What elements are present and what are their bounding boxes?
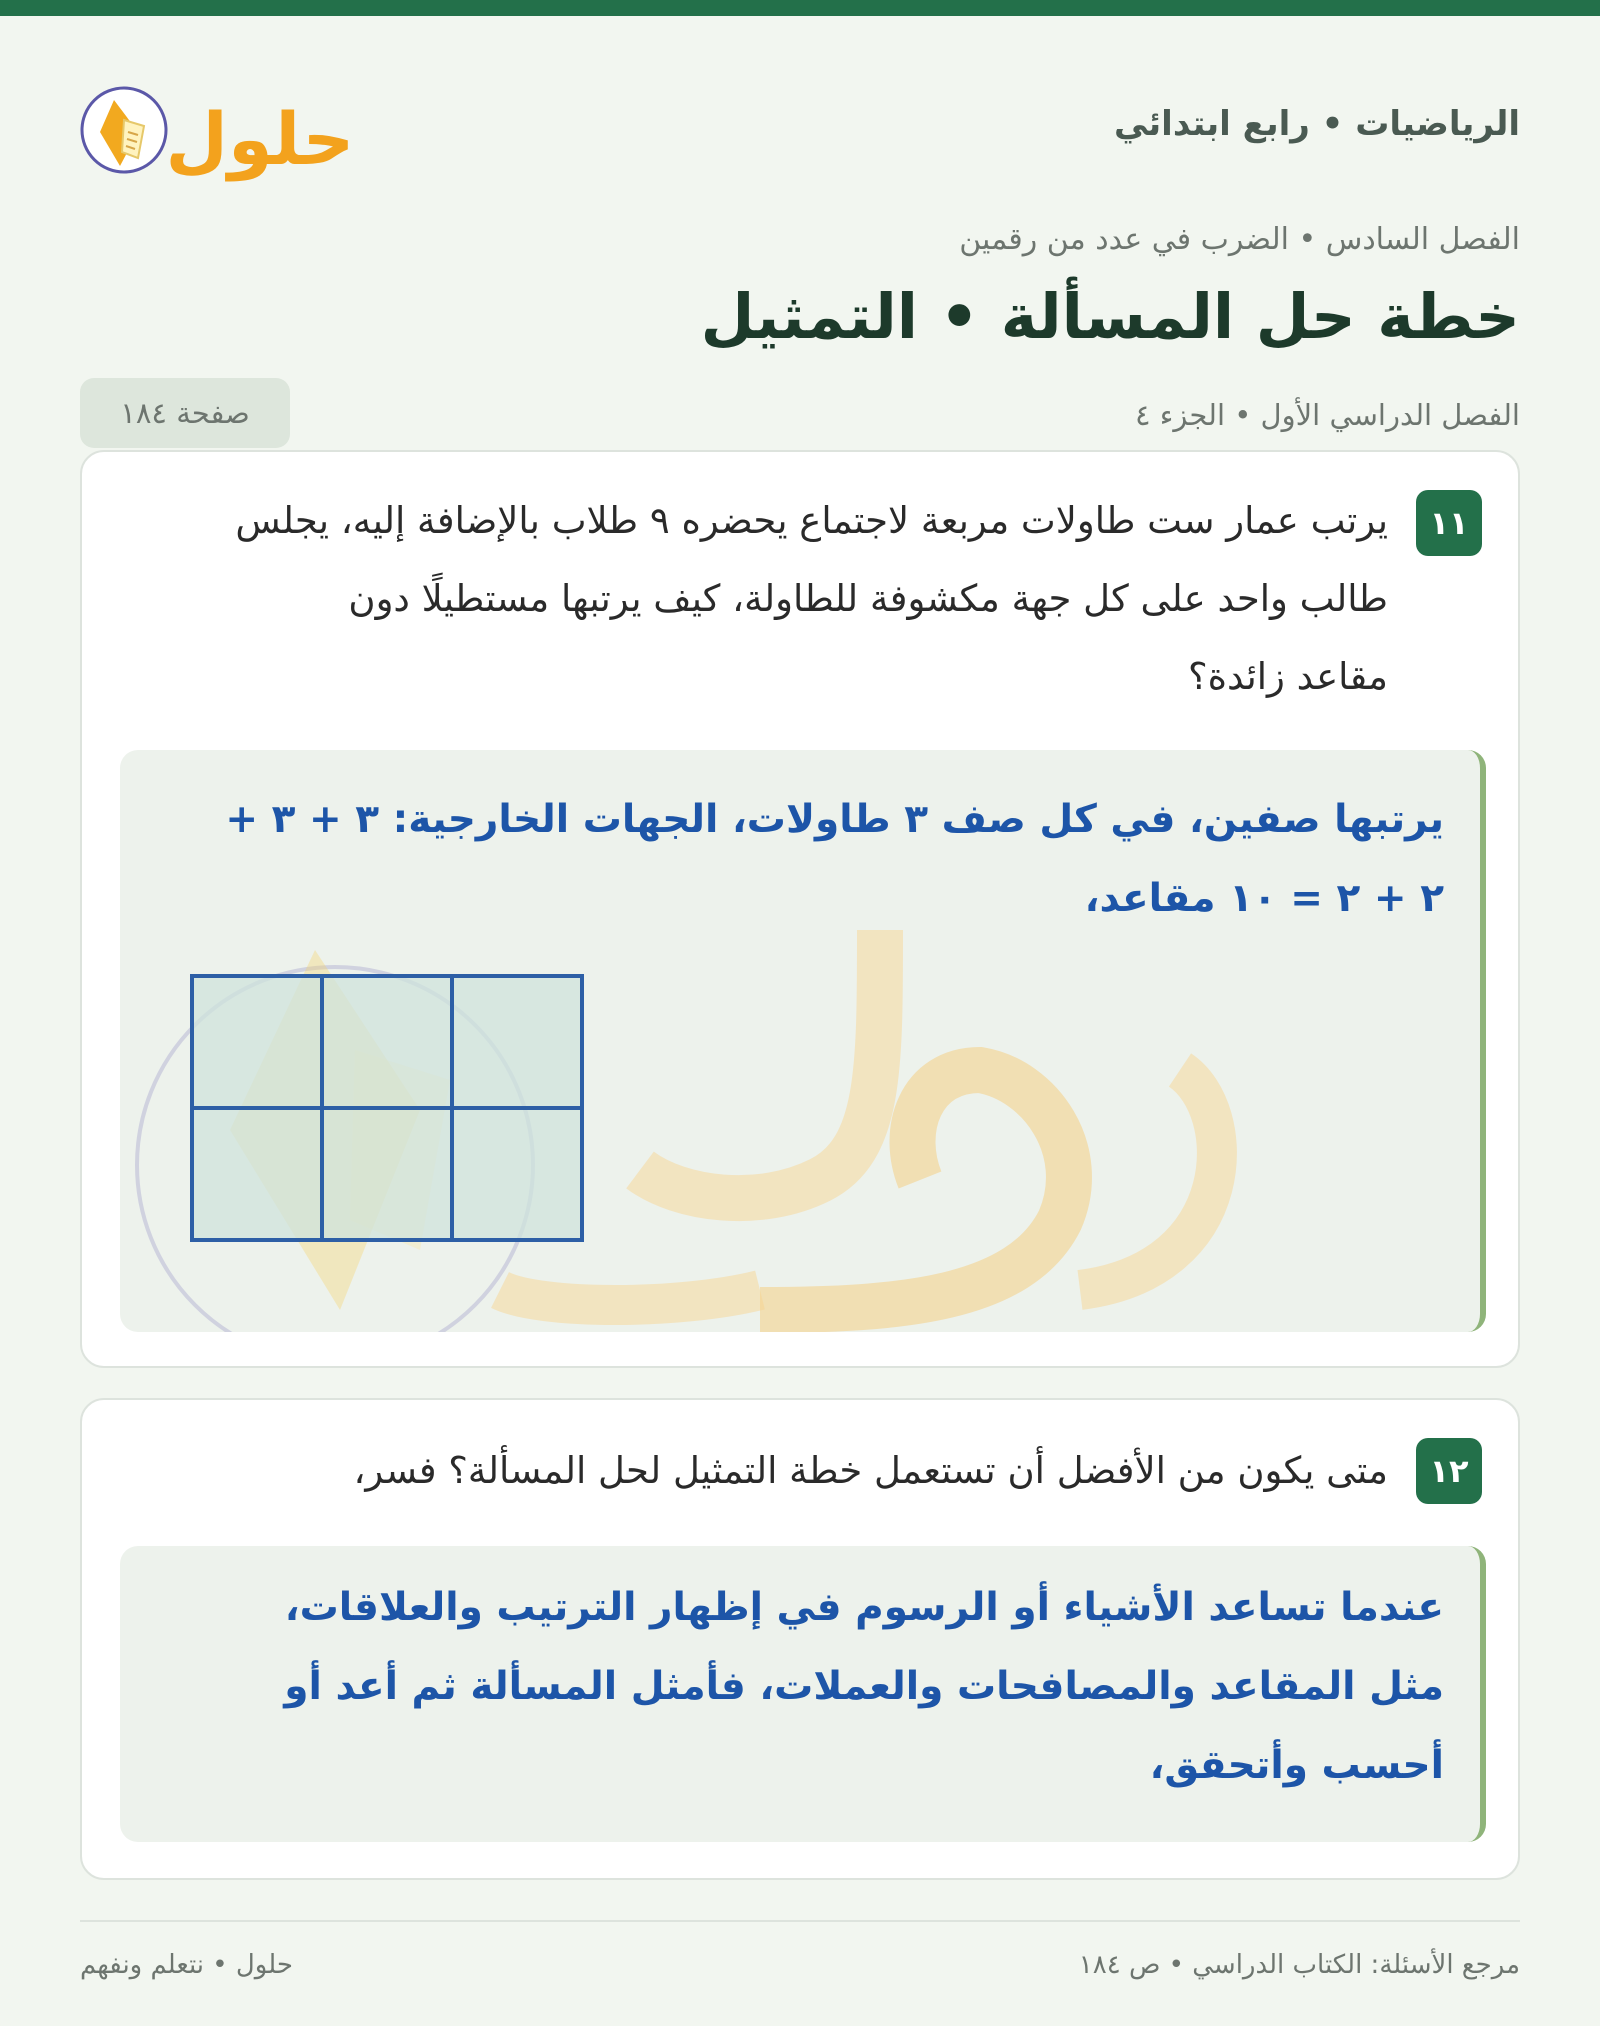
answer-line: عندما تساعد الأشياء أو الرسوم في إظهار الترتيب والعلاقات، <box>284 1585 1444 1630</box>
question-text <box>353 1432 1388 1510</box>
question-text <box>235 482 1388 716</box>
question-number-badge: ١١ <box>1416 490 1482 556</box>
footer-divider <box>80 1920 1520 1922</box>
table-square <box>452 1108 582 1240</box>
lesson-title: خطة حل المسألة • التمثيل <box>700 280 1520 353</box>
logo-text: حلول <box>165 97 355 181</box>
table-square <box>452 976 582 1108</box>
tables-diagram <box>190 974 590 1246</box>
question-line: طالب واحد على كل جهة مكشوفة للطاولة، كيف يرتبها مستطيلًا دون <box>348 577 1388 620</box>
question-line: متى يكون من الأفضل أن تستعمل خطة التمثيل لحل المسألة؟ فسر، <box>353 1449 1388 1492</box>
top-accent-bar <box>0 0 1600 16</box>
table-square <box>192 1108 322 1240</box>
question-card-11 <box>80 450 1520 1368</box>
footer-reference: مرجع الأسئلة: الكتاب الدراسي • ص ١٨٤ <box>1078 1950 1520 1980</box>
chapter-subtitle: الفصل السادس • الضرب في عدد من رقمين <box>959 222 1520 257</box>
page-number-badge: صفحة ١٨٤ <box>80 378 290 448</box>
answer-text <box>284 1568 1444 1805</box>
answer-line: أحسب وأتحقق، <box>1149 1743 1444 1788</box>
page-header <box>80 62 1520 192</box>
answer-box <box>120 1546 1486 1842</box>
table-square <box>322 976 452 1108</box>
answer-line: يرتبها صفين، في كل صف ٣ طاولات، الجهات الخارجية: ٣ + ٣ + <box>225 797 1444 842</box>
semester-label: الفصل الدراسي الأول • الجزء ٤ <box>1134 398 1520 432</box>
question-line: يرتب عمار ست طاولات مربعة لاجتماع يحضره ٩ طلاب بالإضافة إليه، يجلس <box>235 499 1388 542</box>
question-line: مقاعد زائدة؟ <box>1188 655 1388 698</box>
question-number-badge: ١٢ <box>1416 1438 1482 1504</box>
answer-text <box>225 780 1444 938</box>
table-square <box>192 976 322 1108</box>
answer-line: ٢ + ٢ = ١٠ مقاعد، <box>1084 876 1444 921</box>
hulul-logo <box>80 62 360 192</box>
subject-label: الرياضيات • رابع ابتدائي <box>1114 104 1520 144</box>
answer-box <box>120 750 1486 1332</box>
table-square <box>322 1108 452 1240</box>
footer-brand: حلول • نتعلم ونفهم <box>80 1950 293 1980</box>
question-card-12 <box>80 1398 1520 1880</box>
answer-line: مثل المقاعد والمصافحات والعملات، فأمثل المسألة ثم أعد أو <box>284 1664 1444 1709</box>
